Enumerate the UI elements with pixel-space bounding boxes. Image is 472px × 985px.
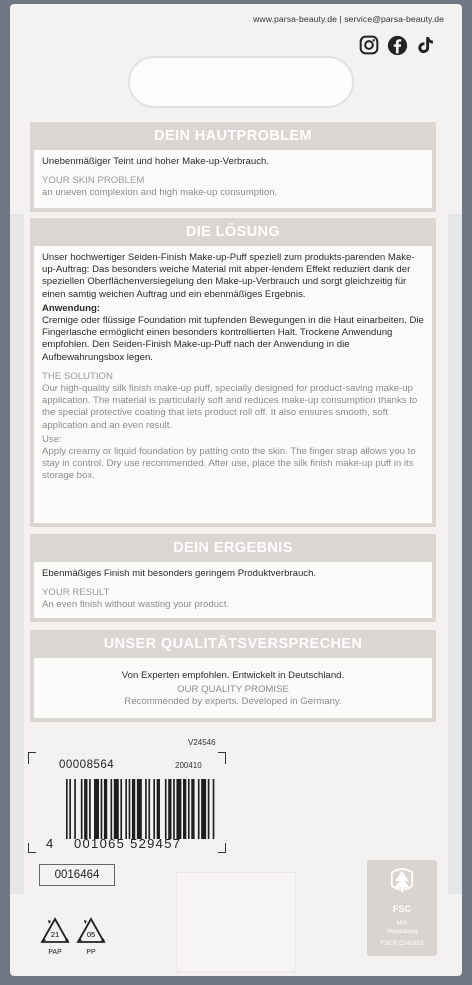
fsc-packaging: Verpackung [386,929,418,935]
barcode-bar [148,779,150,839]
barcode-bar [84,779,87,839]
barcode-bar [129,779,131,839]
barcode-bar [188,779,190,839]
en-title: THE SOLUTION [42,370,113,382]
box-code: 0016464 [39,864,115,886]
section-body [34,246,432,523]
barcode-bar [173,779,175,839]
batch-number: 200410 [175,761,202,770]
section-title: DEIN ERGEBNIS [173,540,293,556]
section-title: UNSER QUALITÄTSVERSPRECHEN [103,636,363,652]
barcode-bar [157,779,160,839]
recycle-label: PP [86,949,96,956]
barcode-bar [145,779,147,839]
left-fold [10,214,24,894]
barcode-bar [101,779,103,839]
fsc-tree-icon [385,885,419,902]
facebook-icon [386,34,408,56]
barcode-bar [132,779,135,839]
barcode-bar [125,779,127,839]
en-use-label: Use: [42,433,62,445]
barcode-bar [198,779,200,839]
recycle-number: 05 [86,930,96,939]
en-text: an uneven complexion and high make-up consumption. [42,187,278,199]
crop-mark [28,843,36,853]
section-solution [30,218,436,527]
fsc-label [367,860,437,956]
instagram-icon [358,34,380,56]
recycle-label: PAP [48,949,62,956]
barcode-bar [208,779,210,839]
barcode-bar [114,779,119,839]
barcode-bar [81,779,83,839]
barcode-bar [213,779,215,839]
section-body [34,150,432,208]
crop-mark [218,843,226,853]
en-title: YOUR SKIN PROBLEM [42,175,145,187]
barcode-bar [165,779,167,839]
social-icons [358,34,436,56]
barcode-bar [153,779,155,839]
barcode-bar [66,779,68,839]
barcode-bar [191,779,194,839]
section-quality-promise [30,630,436,722]
recycle-pp [74,916,108,956]
barcode-bar [137,779,142,839]
barcode-bar [104,779,107,839]
en-text: Our high-quality silk finish make-up puff, specially designed for product-saving make-up application. The material is particularly soft and reduces make-up consumption thanks to the special protective coating that lets product roll off. It also ensures smooth, soft application and an even result. [42,383,418,431]
ean-first-digit: 4 [46,836,54,851]
fsc-mix: MIX [396,921,408,927]
version-code: V24546 [188,738,216,747]
en-use-text: Apply creamy or liquid foundation by patting onto the skin. The finger strap allows you to stay in control. Dry use recommended. After use, place the silk finish make-up puff in its storage box. [42,446,416,482]
section-title: DEIN HAUTPROBLEM [154,128,312,144]
barcode-bar [69,779,71,839]
barcode-bar [74,779,76,839]
barcode-bar [94,779,99,839]
bottom-flap [176,872,296,972]
en-text: Recommended by experts. Developed in Germany. [124,696,342,708]
tiktok-icon [414,34,436,56]
en-title: YOUR RESULT [42,587,110,599]
de-text: Unser hochwertiger Seiden-Finish Make-up-Puff speziell zum produkts-parenden Make-up-Auftrag: Das besonders weiche Material mit abper-lendem Effekt reduziert dank der speziellen Oberflächenversiegelung den Make-up-Verbrauch und sorgt gleichzeitig für einen samtig weichen Auftrag und ein ebenmäßiges Ergebnis. [42,252,415,300]
de-text: Ebenmäßiges Finish mit besonders geringem Produktverbrauch. [42,568,317,579]
barcode-bar [201,779,206,839]
ean-digits: 001065 529457 [74,836,182,851]
section-body [34,562,432,618]
crop-mark [218,752,226,764]
article-number: 00008564 [59,759,115,771]
contact-info: www.parsa-beauty.de | service@parsa-beauty.de [253,14,444,24]
section-result [30,534,436,622]
ean-barcode [66,779,216,839]
barcode-bar [120,779,122,839]
recycle-pap [38,916,72,956]
barcode-bar [89,779,91,839]
en-text: An even finish without wasting your product. [42,599,230,611]
fsc-license: FSC® C141653 [380,941,424,947]
section-body [34,658,432,718]
de-text: Unebenmäßiger Teint und hoher Make-up-Verbrauch. [42,156,270,167]
fsc-text: FSC [393,904,411,914]
en-title: OUR QUALITY PROMISE [177,684,289,696]
de-use-label: Anwendung: [42,302,101,314]
barcode-bar [176,779,181,839]
recycle-number: 21 [50,930,60,939]
right-fold [448,214,462,894]
barcode-bar [183,779,186,839]
section-title: DIE LÖSUNG [185,224,281,240]
top-bar [30,14,444,24]
section-skin-problem [30,122,436,212]
de-use-text: Cremige oder flüssige Foundation mit tupfenden Bewegungen in die Haut einarbeiten. Die Fingerlasche ermöglicht einen besonders kontrollierten Halt. Trockene Anwendung empfohlen. Den Seiden-Finish Make-up-Puff nach der Anwendung in die Aufbewahrungsbox legen. [42,315,424,363]
hang-hole [128,56,354,108]
barcode-bar [111,779,113,839]
barcode-bar [168,779,171,839]
crop-mark [28,752,36,764]
de-text: Von Experten empfohlen. Entwickelt in Deutschland. [121,670,345,681]
